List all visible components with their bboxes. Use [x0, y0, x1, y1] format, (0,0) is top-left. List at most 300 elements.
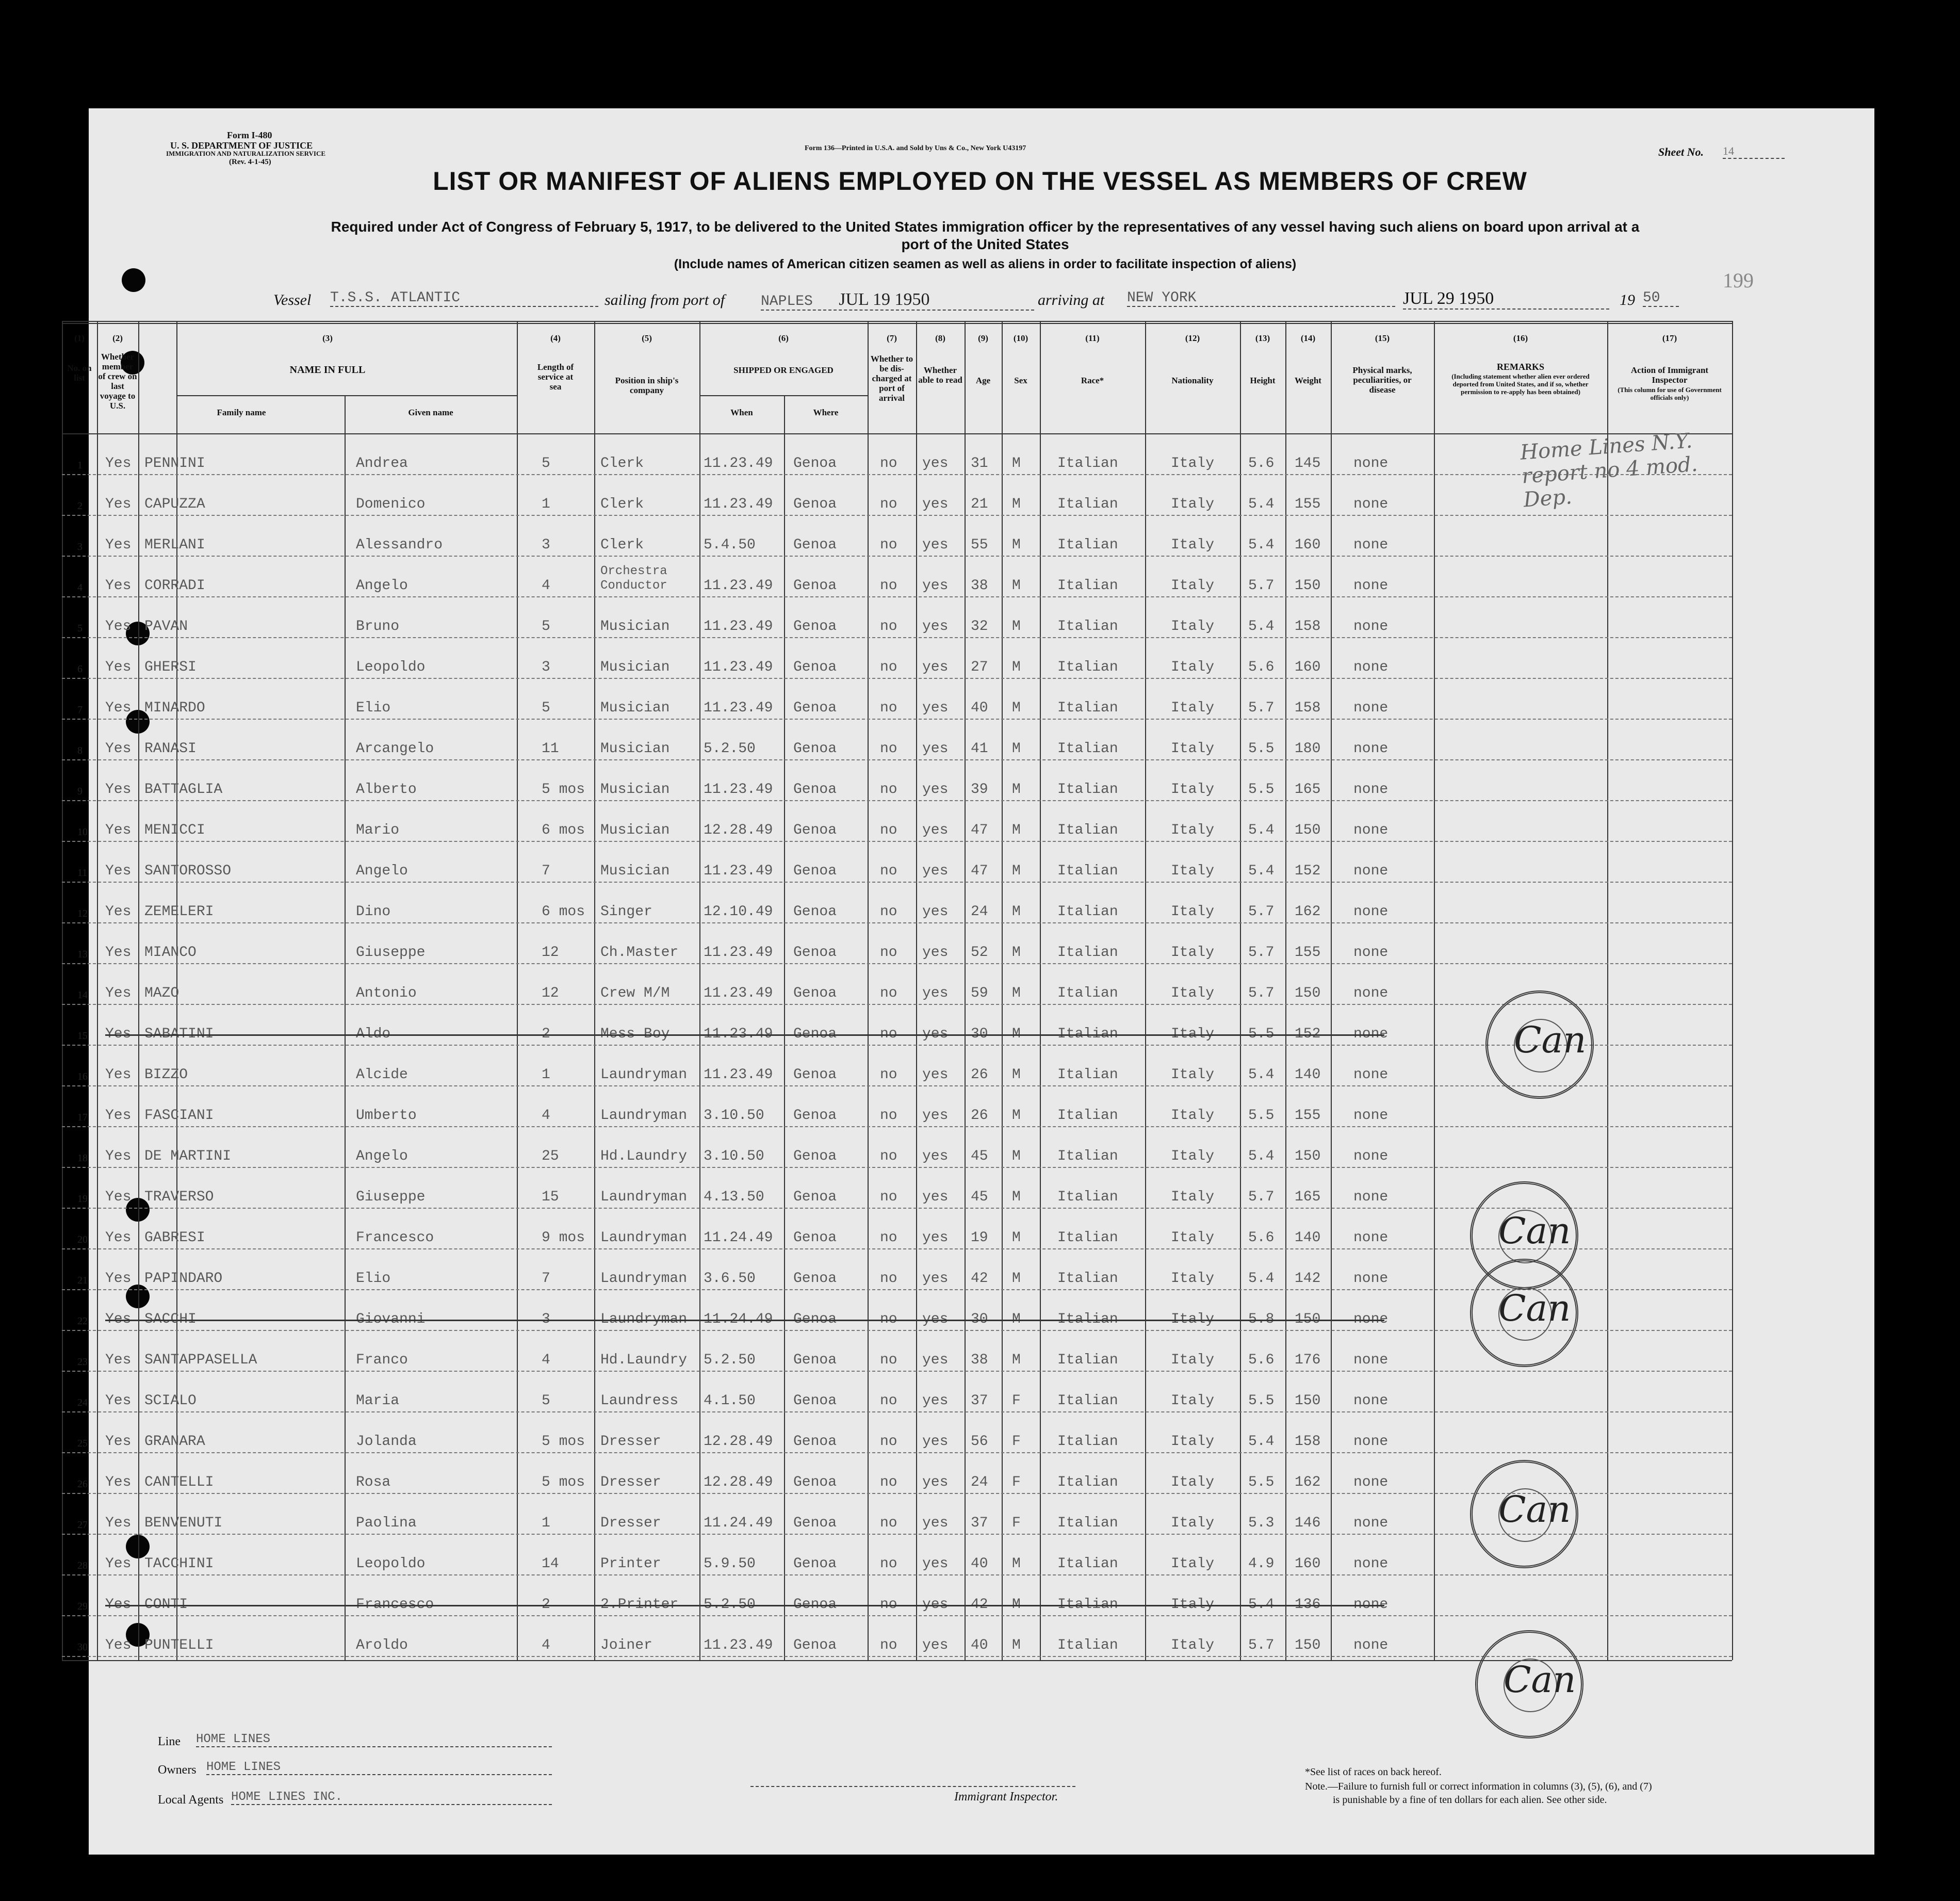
- where-cell: Genoa: [793, 782, 837, 798]
- physical-marks-cell: none: [1353, 700, 1389, 716]
- where-cell: Genoa: [793, 456, 837, 472]
- discharged-cell: no: [880, 1108, 897, 1124]
- where-cell: Genoa: [793, 1148, 837, 1164]
- given-name-header: Given name: [408, 408, 453, 417]
- sex-cell: M: [1012, 985, 1021, 1001]
- age-cell: 27: [971, 659, 988, 675]
- column-line: [517, 321, 518, 1660]
- where-cell: Genoa: [793, 1230, 837, 1246]
- sex-cell: M: [1012, 1597, 1021, 1613]
- row-rule: [62, 596, 1732, 597]
- family-name-cell: MAZO: [144, 985, 179, 1001]
- given-name-cell: Andrea: [356, 456, 408, 472]
- row-number: 13: [77, 949, 88, 960]
- strike-line: [105, 1034, 1384, 1036]
- punch-hole: [122, 268, 145, 292]
- when-cell: 5.2.50: [704, 1597, 756, 1613]
- family-name-cell: PUNTELLI: [144, 1637, 214, 1653]
- race-cell: Italian: [1057, 1189, 1118, 1205]
- length-service-cell: 4: [542, 1637, 550, 1653]
- given-name-cell: Giuseppe: [356, 945, 426, 961]
- column-line: [1285, 321, 1286, 1660]
- when-cell: 12.28.49: [704, 1474, 773, 1490]
- member-crew-cell: Yes: [105, 1474, 132, 1490]
- col2-number: (2): [112, 333, 123, 343]
- weight-cell: 150: [1295, 1637, 1321, 1653]
- discharged-cell: no: [880, 578, 897, 594]
- sex-cell: M: [1012, 1108, 1021, 1124]
- col6-header: SHIPPED OR ENGAGED: [733, 365, 834, 375]
- row-rule: [62, 1167, 1732, 1168]
- row-number: 12: [77, 908, 88, 919]
- sex-cell: M: [1012, 904, 1021, 920]
- where-cell: Genoa: [793, 496, 837, 512]
- member-crew-cell: Yes: [105, 985, 132, 1001]
- position-cell: Dresser: [600, 1515, 661, 1531]
- sex-cell: M: [1012, 782, 1021, 798]
- position-cell: Laundryman: [600, 1230, 688, 1246]
- discharged-cell: no: [880, 1393, 897, 1409]
- row-number: 25: [77, 1438, 88, 1449]
- when-cell: 11.23.49: [704, 578, 773, 594]
- weight-cell: 160: [1295, 659, 1321, 675]
- height-cell: 5.4: [1248, 537, 1275, 553]
- where-cell: Genoa: [793, 1515, 837, 1531]
- when-cell: 12.28.49: [704, 1434, 773, 1450]
- name-subheader-rule: [176, 395, 517, 396]
- given-name-cell: Alberto: [356, 782, 417, 798]
- consul-initials: Can: [1514, 1019, 1587, 1061]
- vessel-label: Vessel: [273, 291, 312, 308]
- sex-cell: M: [1012, 537, 1021, 553]
- where-cell: Genoa: [793, 1352, 837, 1368]
- nationality-cell: Italy: [1171, 1271, 1215, 1287]
- race-cell: Italian: [1057, 1026, 1118, 1042]
- discharged-cell: no: [880, 659, 897, 675]
- discharged-cell: no: [880, 863, 897, 879]
- race-cell: Italian: [1057, 1556, 1118, 1572]
- where-cell: Genoa: [793, 1067, 837, 1083]
- weight-cell: 145: [1295, 456, 1321, 472]
- consulate-seal: [1470, 1460, 1578, 1568]
- col15-header: Physical marks, peculiarities, or disease: [1352, 365, 1412, 395]
- when-cell: 3.6.50: [704, 1271, 756, 1287]
- able-read-cell: yes: [922, 1108, 949, 1124]
- nationality-cell: Italy: [1171, 496, 1215, 512]
- nationality-cell: Italy: [1171, 1474, 1215, 1490]
- given-name-cell: Bruno: [356, 619, 400, 635]
- age-cell: 40: [971, 700, 988, 716]
- arriving-port: NEW YORK: [1127, 290, 1395, 307]
- race-cell: Italian: [1057, 1637, 1118, 1653]
- age-cell: 40: [971, 1637, 988, 1653]
- race-cell: Italian: [1057, 1148, 1118, 1164]
- col11-number: (11): [1085, 333, 1100, 343]
- col7-header: Whether to be dis-charged at port of arrival: [870, 354, 913, 403]
- age-cell: 41: [971, 741, 988, 757]
- height-cell: 5.7: [1248, 700, 1275, 716]
- race-cell: Italian: [1057, 904, 1118, 920]
- given-name-cell: Alessandro: [356, 537, 443, 553]
- given-name-cell: Umberto: [356, 1108, 417, 1124]
- height-cell: 5.8: [1248, 1311, 1275, 1327]
- given-name-cell: Jolanda: [356, 1434, 417, 1450]
- height-cell: 5.4: [1248, 1597, 1275, 1613]
- position-cell: Clerk: [600, 456, 644, 472]
- row-rule: [62, 922, 1732, 923]
- race-cell: Italian: [1057, 659, 1118, 675]
- discharged-cell: no: [880, 619, 897, 635]
- where-cell: Genoa: [793, 659, 837, 675]
- discharged-cell: no: [880, 985, 897, 1001]
- row-rule: [62, 963, 1732, 964]
- able-read-cell: yes: [922, 1148, 949, 1164]
- column-line: [699, 321, 700, 1660]
- able-read-cell: yes: [922, 1434, 949, 1450]
- age-cell: 52: [971, 945, 988, 961]
- row-number: 17: [77, 1112, 88, 1123]
- sailing-label: sailing from port of: [605, 291, 725, 308]
- consul-initials: Can: [1498, 1287, 1571, 1329]
- length-service-cell: 5: [542, 619, 550, 635]
- height-cell: 5.7: [1248, 985, 1275, 1001]
- weight-cell: 180: [1295, 741, 1321, 757]
- age-cell: 37: [971, 1515, 988, 1531]
- owners-label: Owners: [158, 1763, 197, 1777]
- row-number: 6: [77, 663, 83, 675]
- member-crew-cell: Yes: [105, 1026, 132, 1042]
- age-cell: 47: [971, 822, 988, 838]
- row-number: 4: [77, 582, 83, 593]
- given-name-cell: Giovanni: [356, 1311, 426, 1327]
- weight-cell: 155: [1295, 945, 1321, 961]
- height-cell: 5.5: [1248, 1108, 1275, 1124]
- given-name-cell: Arcangelo: [356, 741, 434, 757]
- weight-cell: 150: [1295, 1393, 1321, 1409]
- row-rule: [62, 800, 1732, 801]
- weight-cell: 165: [1295, 782, 1321, 798]
- family-name-cell: ZEMELERI: [144, 904, 214, 920]
- nationality-cell: Italy: [1171, 1311, 1215, 1327]
- member-crew-cell: Yes: [105, 945, 132, 961]
- when-cell: 3.10.50: [704, 1108, 764, 1124]
- weight-cell: 136: [1295, 1597, 1321, 1613]
- where-cell: Genoa: [793, 1311, 837, 1327]
- physical-marks-cell: none: [1353, 1434, 1389, 1450]
- where-cell: Genoa: [793, 578, 837, 594]
- row-number: 23: [77, 1356, 88, 1368]
- weight-cell: 165: [1295, 1189, 1321, 1205]
- age-cell: 39: [971, 782, 988, 798]
- height-cell: 5.4: [1248, 822, 1275, 838]
- discharged-cell: no: [880, 1515, 897, 1531]
- family-name-cell: GABRESI: [144, 1230, 205, 1246]
- member-crew-cell: Yes: [105, 1556, 132, 1572]
- revision: (Rev. 4-1-45): [229, 158, 271, 166]
- able-read-cell: yes: [922, 619, 949, 635]
- discharged-cell: no: [880, 496, 897, 512]
- nationality-cell: Italy: [1171, 659, 1215, 675]
- when-cell: 5.4.50: [704, 537, 756, 553]
- where-cell: Genoa: [793, 1026, 837, 1042]
- physical-marks-cell: none: [1353, 1597, 1389, 1613]
- col13-number: (13): [1255, 333, 1270, 343]
- discharged-cell: no: [880, 1271, 897, 1287]
- consul-initials: Can: [1498, 1210, 1571, 1252]
- age-cell: 26: [971, 1067, 988, 1083]
- col8-number: (8): [935, 333, 945, 343]
- race-cell: Italian: [1057, 1311, 1118, 1327]
- sex-cell: M: [1012, 1026, 1021, 1042]
- where-cell: Genoa: [793, 537, 837, 553]
- length-service-cell: 6 mos: [542, 904, 585, 920]
- column-line: [1607, 321, 1608, 1660]
- race-cell: Italian: [1057, 822, 1118, 838]
- column-line: [784, 395, 785, 1660]
- member-crew-cell: Yes: [105, 1311, 132, 1327]
- sheet-number-label: Sheet No.: [1658, 145, 1704, 158]
- sex-cell: M: [1012, 1556, 1021, 1572]
- family-name-cell: TRAVERSO: [144, 1189, 214, 1205]
- year-value: 50: [1643, 290, 1679, 307]
- weight-cell: 158: [1295, 1434, 1321, 1450]
- able-read-cell: yes: [922, 1515, 949, 1531]
- weight-cell: 176: [1295, 1352, 1321, 1368]
- length-service-cell: 2: [542, 1026, 550, 1042]
- col5-number: (5): [642, 333, 652, 343]
- sex-cell: M: [1012, 1352, 1021, 1368]
- family-name-cell: PAVAN: [144, 619, 188, 635]
- position-cell: Laundryman: [600, 1067, 688, 1083]
- where-cell: Genoa: [793, 1434, 837, 1450]
- age-cell: 56: [971, 1434, 988, 1450]
- family-name-cell: CANTELLI: [144, 1474, 214, 1490]
- race-cell: Italian: [1057, 1393, 1118, 1409]
- printer-line: Form 136—Printed in U.S.A. and Sold by Uns & Co., New York U43197: [805, 144, 1026, 152]
- col7-number: (7): [887, 333, 897, 343]
- where-cell: Genoa: [793, 822, 837, 838]
- col13-header: Height: [1250, 376, 1276, 385]
- able-read-cell: yes: [922, 1556, 949, 1572]
- given-name-cell: Elio: [356, 700, 391, 716]
- where-cell: Genoa: [793, 619, 837, 635]
- length-service-cell: 1: [542, 496, 550, 512]
- col4-header: Length of service at sea: [537, 362, 574, 392]
- physical-marks-cell: none: [1353, 1474, 1389, 1490]
- owners-value: HOME LINES: [206, 1760, 552, 1775]
- line-value: HOME LINES: [196, 1732, 552, 1747]
- height-cell: 5.7: [1248, 578, 1275, 594]
- row-number: 24: [77, 1397, 88, 1408]
- row-rule: [62, 719, 1732, 720]
- member-crew-cell: Yes: [105, 1148, 132, 1164]
- where-cell: Genoa: [793, 700, 837, 716]
- row-rule: [62, 1656, 1732, 1657]
- member-crew-cell: Yes: [105, 1230, 132, 1246]
- height-cell: 5.4: [1248, 619, 1275, 635]
- row-number: 19: [77, 1193, 88, 1205]
- when-cell: 11.23.49: [704, 700, 773, 716]
- position-cell: Mess Boy: [600, 1026, 670, 1042]
- height-cell: 5.5: [1248, 1474, 1275, 1490]
- race-cell: Italian: [1057, 782, 1118, 798]
- physical-marks-cell: none: [1353, 456, 1389, 472]
- nationality-cell: Italy: [1171, 1393, 1215, 1409]
- when-cell: 4.1.50: [704, 1393, 756, 1409]
- instruction-line: (Include names of American citizen seamen as well as aliens in order to facilitate inspection of aliens): [674, 257, 1297, 271]
- race-cell: Italian: [1057, 1108, 1118, 1124]
- nationality-cell: Italy: [1171, 822, 1215, 838]
- given-name-cell: Aroldo: [356, 1637, 408, 1653]
- discharged-cell: no: [880, 537, 897, 553]
- column-line: [1240, 321, 1241, 1660]
- length-service-cell: 5 mos: [542, 782, 585, 798]
- height-cell: 5.5: [1248, 741, 1275, 757]
- given-name-cell: Angelo: [356, 863, 408, 879]
- member-crew-cell: Yes: [105, 1515, 132, 1531]
- sex-cell: M: [1012, 456, 1021, 472]
- col17-header: Action of Immigrant Inspector: [1630, 365, 1709, 385]
- age-cell: 45: [971, 1189, 988, 1205]
- row-rule: [62, 678, 1732, 679]
- when-cell: 11.24.49: [704, 1230, 773, 1246]
- member-crew-cell: Yes: [105, 456, 132, 472]
- sex-cell: M: [1012, 1067, 1021, 1083]
- member-crew-cell: Yes: [105, 1597, 132, 1613]
- col12-number: (12): [1185, 333, 1200, 343]
- col8-header: Whether able to read: [918, 365, 962, 385]
- physical-marks-cell: none: [1353, 782, 1389, 798]
- physical-marks-cell: none: [1353, 1230, 1389, 1246]
- where-cell: Genoa: [793, 863, 837, 879]
- nationality-cell: Italy: [1171, 1637, 1215, 1653]
- family-name-cell: CONTI: [144, 1597, 188, 1613]
- position-cell: Joiner: [600, 1637, 652, 1653]
- when-cell: 11.23.49: [704, 1067, 773, 1083]
- position-cell: Orchestra Conductor: [600, 564, 667, 593]
- family-name-cell: GRANARA: [144, 1434, 205, 1450]
- when-cell: 5.9.50: [704, 1556, 756, 1572]
- member-crew-cell: Yes: [105, 1067, 132, 1083]
- sex-cell: F: [1012, 1515, 1021, 1531]
- given-name-cell: Aldo: [356, 1026, 391, 1042]
- column-line: [868, 321, 869, 1660]
- where-cell: Genoa: [793, 945, 837, 961]
- nationality-cell: Italy: [1171, 1434, 1215, 1450]
- position-cell: Laundryman: [600, 1108, 688, 1124]
- row-rule: [62, 1045, 1732, 1046]
- race-cell: Italian: [1057, 985, 1118, 1001]
- sex-cell: F: [1012, 1434, 1021, 1450]
- race-cell: Italian: [1057, 1597, 1118, 1613]
- position-cell: Dresser: [600, 1434, 661, 1450]
- length-service-cell: 1: [542, 1067, 550, 1083]
- race-cell: Italian: [1057, 456, 1118, 472]
- agents-value: HOME LINES INC.: [231, 1790, 552, 1805]
- row-rule: [62, 759, 1732, 760]
- table-top-border: [62, 323, 1732, 324]
- col6-number: (6): [778, 333, 789, 343]
- department-line: U. S. DEPARTMENT OF JUSTICE: [170, 140, 313, 151]
- family-name-cell: PAPINDARO: [144, 1271, 223, 1287]
- weight-cell: 162: [1295, 904, 1321, 920]
- row-number: 5: [77, 623, 83, 634]
- able-read-cell: yes: [922, 1067, 949, 1083]
- discharged-cell: no: [880, 1148, 897, 1164]
- length-service-cell: 7: [542, 863, 550, 879]
- given-name-cell: Maria: [356, 1393, 400, 1409]
- sex-cell: M: [1012, 700, 1021, 716]
- column-line: [965, 321, 966, 1660]
- column-line: [594, 321, 595, 1660]
- when-cell: 12.10.49: [704, 904, 773, 920]
- row-number: 21: [77, 1275, 88, 1286]
- length-service-cell: 5: [542, 1393, 550, 1409]
- length-service-cell: 2: [542, 1597, 550, 1613]
- nationality-cell: Italy: [1171, 700, 1215, 716]
- column-line: [1331, 321, 1332, 1660]
- race-cell: Italian: [1057, 1067, 1118, 1083]
- position-cell: Clerk: [600, 496, 644, 512]
- row-number: 29: [77, 1601, 88, 1612]
- row-rule: [62, 841, 1732, 842]
- discharged-cell: no: [880, 700, 897, 716]
- column-line: [1434, 321, 1435, 1660]
- row-number: 14: [77, 989, 88, 1001]
- given-name-cell: Elio: [356, 1271, 391, 1287]
- position-cell: Musician: [600, 741, 670, 757]
- row-rule: [62, 1452, 1732, 1453]
- col3-header: NAME IN FULL: [289, 364, 366, 376]
- member-crew-cell: Yes: [105, 1271, 132, 1287]
- able-read-cell: yes: [922, 700, 949, 716]
- physical-marks-cell: none: [1353, 1026, 1389, 1042]
- given-name-cell: Leopoldo: [356, 1556, 426, 1572]
- year-label: 19: [1620, 291, 1635, 308]
- age-cell: 32: [971, 619, 988, 635]
- col14-header: Weight: [1295, 376, 1321, 385]
- when-cell: 3.10.50: [704, 1148, 764, 1164]
- member-crew-cell: Yes: [105, 1189, 132, 1205]
- family-name-cell: SANTAPPASELLA: [144, 1352, 257, 1368]
- col2-header: Whether member of crew on last voyage to U.S.: [98, 352, 137, 411]
- given-name-cell: Angelo: [356, 578, 408, 594]
- family-name-cell: SCIALO: [144, 1393, 197, 1409]
- column-line: [138, 321, 139, 1660]
- nationality-cell: Italy: [1171, 456, 1215, 472]
- physical-marks-cell: none: [1353, 1393, 1389, 1409]
- penalty-note-continued: is punishable by a fine of ten dollars for each alien. See other side.: [1333, 1794, 1607, 1806]
- row-number: 27: [77, 1519, 88, 1531]
- age-cell: 45: [971, 1148, 988, 1164]
- column-line: [345, 395, 346, 1660]
- sex-cell: M: [1012, 578, 1021, 594]
- sex-cell: F: [1012, 1393, 1021, 1409]
- given-name-cell: Franco: [356, 1352, 408, 1368]
- family-name-cell: SACCHI: [144, 1311, 197, 1327]
- family-name-cell: MERLANI: [144, 537, 205, 553]
- height-cell: 5.7: [1248, 1637, 1275, 1653]
- family-name-cell: SANTOROSSO: [144, 863, 232, 879]
- position-cell: Hd.Laundry: [600, 1148, 688, 1164]
- able-read-cell: yes: [922, 863, 949, 879]
- when-cell: 4.13.50: [704, 1189, 764, 1205]
- height-cell: 5.6: [1248, 1352, 1275, 1368]
- given-name-cell: Rosa: [356, 1474, 391, 1490]
- discharged-cell: no: [880, 1556, 897, 1572]
- physical-marks-cell: none: [1353, 985, 1389, 1001]
- column-line: [1145, 321, 1146, 1660]
